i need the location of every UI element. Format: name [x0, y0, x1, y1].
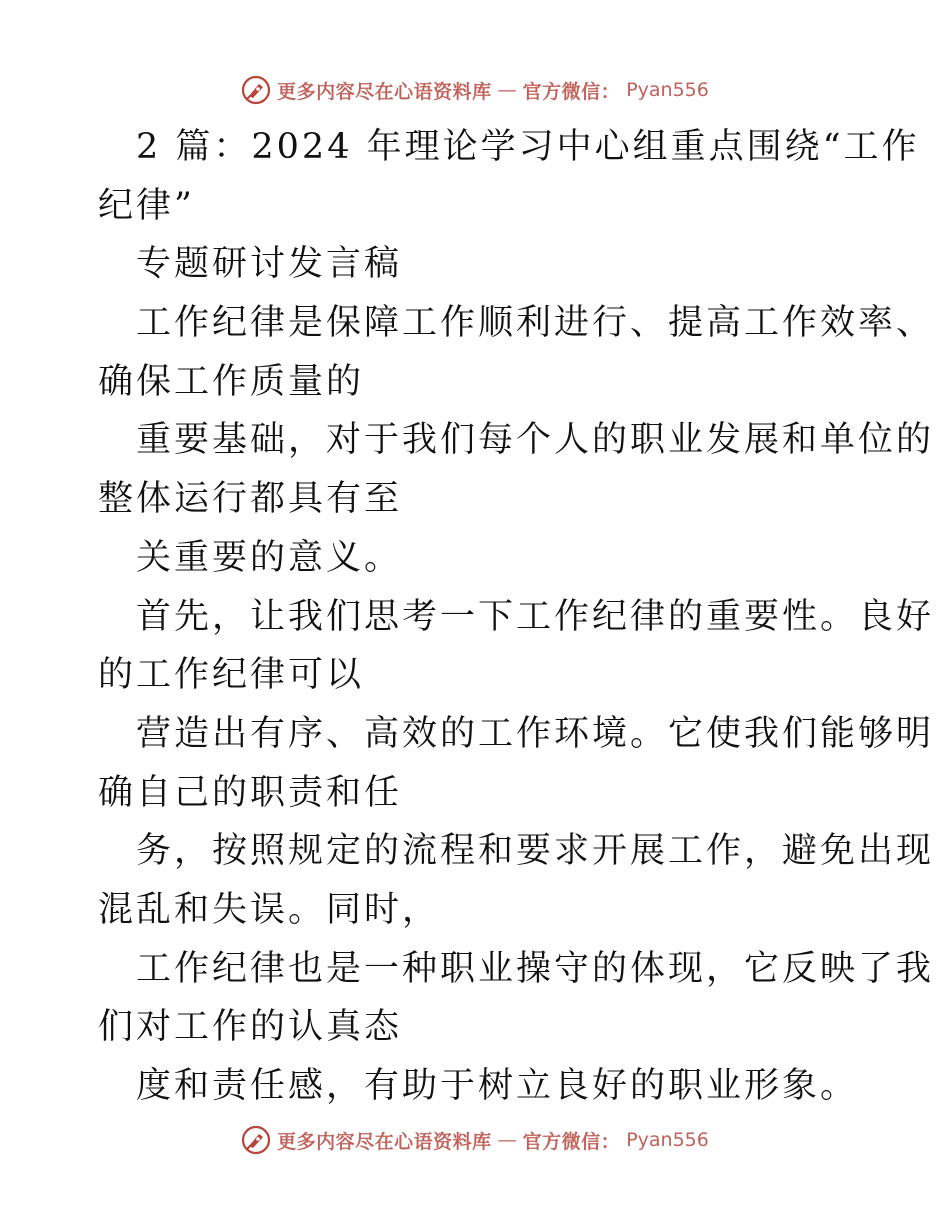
title-line-1: 2 篇：2024 年理论学习中心组重点围绕“工作 [136, 127, 920, 167]
subtitle-line: 专题研讨发言稿 [136, 244, 403, 285]
watermark-wechat-id: Pyan556 [626, 1129, 709, 1151]
pen-nib-logo-icon [241, 75, 271, 105]
paragraph-line: 度和责任感，有助于树立良好的职业形象。 [136, 1066, 859, 1106]
document-body [98, 118, 935, 1116]
watermark-wechat-label: 官方微信： [522, 1130, 621, 1153]
paragraph-line: 确保工作质量的 [98, 361, 365, 402]
footer-watermark [0, 1120, 950, 1160]
paragraph-line: 工作纪律也是一种职业操守的体现，它反映了我 [136, 948, 935, 989]
header-watermark [0, 70, 950, 110]
title-line-2: 纪律” [98, 185, 195, 226]
watermark-wechat-label: 官方微信： [522, 80, 621, 103]
watermark-site-text: 更多内容尽在心语资料库 [277, 1130, 492, 1153]
pen-nib-logo-icon [241, 1125, 271, 1155]
paragraph-line: 重要基础，对于我们每个人的职业发展和单位的 [136, 420, 935, 461]
paragraph-line: 们对工作的认真态 [98, 1007, 403, 1048]
watermark-separator: — [497, 79, 517, 101]
paragraph-line: 首先，让我们思考一下工作纪律的重要性。良好 [136, 596, 935, 637]
paragraph-line: 务，按照规定的流程和要求开展工作，避免出现 [136, 831, 935, 872]
watermark-wechat-id: Pyan556 [626, 79, 709, 101]
paragraph-line: 关重要的意义。 [136, 537, 403, 578]
paragraph-line: 确自己的职责和任 [98, 772, 403, 813]
paragraph-line: 工作纪律是保障工作顺利进行、提高工作效率、 [136, 303, 935, 344]
paragraph-line: 营造出有序、高效的工作环境。它使我们能够明 [136, 713, 935, 754]
paragraph-line: 混乱和失误。同时， [98, 889, 441, 930]
watermark-site-text: 更多内容尽在心语资料库 [277, 80, 492, 103]
paragraph-line: 的工作纪律可以 [98, 655, 365, 696]
paragraph-line: 整体运行都具有至 [98, 479, 403, 520]
watermark-separator: — [497, 1129, 517, 1151]
